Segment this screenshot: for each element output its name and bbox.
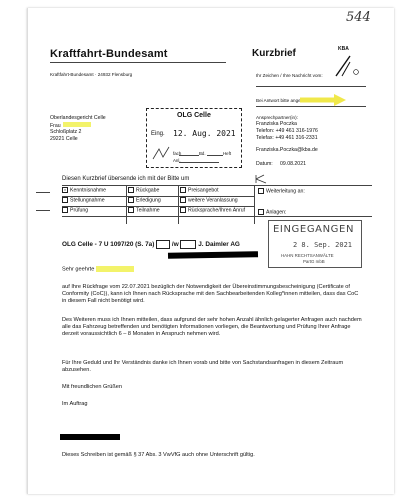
contact-email: Franziska.Poczka@kba.de — [256, 147, 318, 153]
highlight-arrow — [298, 93, 348, 112]
validity-note: Dieses Schreiben ist gemäß § 37 Abs. 3 VwVfG auch ohne Unterschrift gültig. — [62, 452, 255, 458]
checkbox-icon — [62, 207, 68, 213]
attachments[interactable]: Anlagen: — [258, 209, 286, 216]
recipient-line-3: Schloßplatz 2 — [50, 129, 82, 135]
stamp-signature — [151, 145, 171, 161]
checkbox-icon — [62, 197, 68, 203]
option-rueckgabe[interactable]: Rückgabe — [128, 187, 159, 194]
signature-redaction — [60, 434, 120, 440]
incoming-stamp — [268, 220, 362, 268]
option-kenntnisnahme[interactable]: × Kenntnisnahme — [63, 187, 107, 194]
option-stellungnahme[interactable]: Stellungnahme — [62, 197, 105, 204]
closing: Mit freundlichen Grüßen — [62, 384, 123, 390]
stamp-heft: Heft — [223, 151, 232, 156]
contact-fax: Telefax: +49 461 316-2331 — [256, 135, 318, 141]
incoming-stamp-id: PartG mbB — [303, 259, 325, 264]
return-address: Kraftfahrt-Bundesamt · 24932 Flensburg — [50, 72, 133, 77]
subject-line — [62, 240, 240, 249]
option-erledigung[interactable]: Erledigung — [128, 197, 161, 204]
stamp-eing-label: Eing. — [151, 131, 165, 137]
subject-ref: OLG Celle - 7 U 1097/20 (S. 7a) — [62, 241, 155, 249]
on-behalf: Im Auftrag — [62, 401, 88, 407]
contact-phone: Telefon: +49 461 316-1976 — [256, 128, 318, 134]
incoming-stamp-date: 2 8. Sep. 2021 — [293, 241, 353, 249]
recipient-line-1: Oberlandesgericht Celle — [50, 115, 106, 121]
option-teilnahme[interactable]: Teilnahme — [128, 207, 160, 214]
contact-label: Ansprechpartner(in): — [256, 115, 298, 120]
contact-name: Franziska Poczka — [256, 121, 297, 127]
recipient-line-4: 29221 Celle — [50, 136, 78, 142]
checkbox-icon — [180, 187, 186, 193]
form-heading: Diesen Kurzbrief übersende ich mit der Bitte um — [62, 176, 190, 182]
stamp-fach: fach — [173, 151, 182, 156]
handwritten-page-number: 544 — [346, 10, 371, 25]
checkbox-icon — [128, 197, 134, 203]
kba-logo — [328, 46, 362, 80]
option-weitere-veranlassung[interactable]: weitere Veranlassung — [180, 197, 238, 204]
paragraph-1: auf Ihre Rückfrage vom 22.07.2021 bezüglich der Notwendigkeit der Übereinstimmungsbescheinigung (Certificate of Conformity (CoC)), kann ich Ihnen nach Rücksprache mit den Sachbearbeitenden Kolleg*innen mitteilen, dass das CoC in diesem Fall nicht benötigt wird. — [62, 284, 359, 304]
date-label: Datum: — [256, 161, 273, 167]
checkbox-icon — [128, 187, 134, 193]
checkbox-icon — [128, 207, 134, 213]
option-pruefung[interactable]: Prüfung — [62, 207, 88, 214]
reply-note: Bei Antwort bitte angeben — [256, 98, 309, 103]
checkbox-icon — [258, 209, 264, 215]
your-ref-label: Ihr Zeichen / Ihre Nachricht vom: — [256, 73, 323, 78]
letter-date: 09.08.2021 — [280, 161, 306, 167]
document-page — [27, 8, 394, 494]
incoming-stamp-firm: HAHN RECHTSANWÄLTE — [281, 253, 334, 258]
doc-type: Kurzbrief — [252, 48, 296, 59]
incoming-stamp-title: EINGEGANGEN — [273, 224, 355, 235]
recipient-line-2: Frau — [50, 122, 91, 129]
salutation: Sehr geehrte — [62, 266, 134, 273]
paragraph-3: Für Ihre Geduld und Ihr Verständnis danke ich Ihnen vorab und bitte von Sachstandsanfragen in diesem Zeitraum abzusehen. — [62, 360, 344, 373]
stamp-bd: Bd. — [199, 151, 206, 156]
stamp-anl: Anl. — [173, 158, 181, 163]
stamp-date: 12. Aug. 2021 — [173, 129, 236, 138]
org-name: Kraftfahrt-Bundesamt — [50, 48, 168, 60]
paragraph-2: Des Weiteren muss ich Ihnen mitteilen, dass aufgrund der sehr hohen Anzahl ähnlich gelagerter Anfragen auch nachdem alle das Fahrzeug betreffenden und benötigten Informationen vorliegen, die Beantwortung und Prüfung Ihrer Anfrage derzeit voraussichtlich 6 – 8 Monaten in Anspruch nehmen wird. — [62, 317, 362, 337]
stamp-title: OLG Celle — [177, 112, 211, 119]
checkbox-icon — [258, 188, 264, 194]
checked-box-icon: × — [63, 187, 67, 192]
forward-to[interactable]: Weiterleitung an: — [258, 188, 305, 195]
kba-logo-text: KBA — [338, 46, 349, 52]
olg-received-stamp — [146, 108, 242, 168]
option-ruecksprache[interactable]: Rücksprache/Ihren Anruf — [180, 207, 245, 214]
subject-party: J. Daimler AG — [198, 241, 240, 249]
option-preisangebot[interactable]: Preisangebot — [180, 187, 219, 194]
checkbox-icon — [180, 207, 186, 213]
checkbox-icon — [180, 197, 186, 203]
subject-mid: /w — [171, 241, 179, 249]
redaction-bar — [168, 251, 258, 259]
